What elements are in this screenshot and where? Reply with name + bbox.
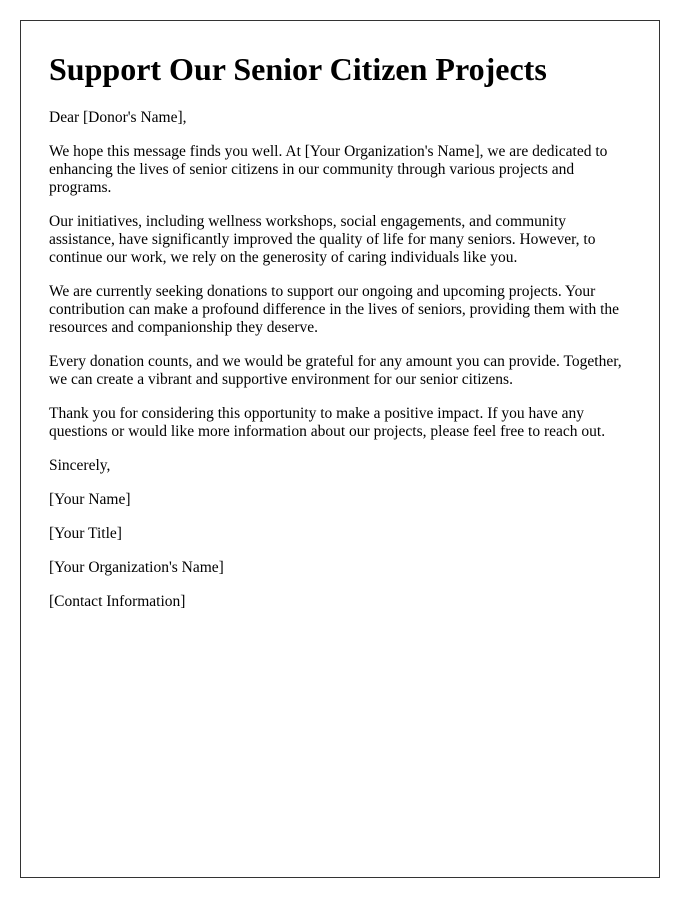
signature-title: [Your Title] [49,525,122,542]
letter-content [49,51,634,627]
signature-organization: [Your Organization's Name] [49,559,224,576]
paragraph-initiatives: Our initiatives, including wellness workshops, social engagements, and community assistance, have significantly improved the quality of life for many seniors. However, to continue our work, we rely on the generosity of caring individuals like you. [49,213,596,266]
letter-page [20,20,660,878]
paragraph-thank-you: Thank you for considering this opportunity to make a positive impact. If you have any questions or would like more information about our projects, please feel free to reach out. [49,405,606,440]
paragraph-donations: We are currently seeking donations to support our ongoing and upcoming projects. Your contribution can make a profound difference in the lives of seniors, providing them with the resources and companionship they deserve. [49,283,620,336]
paragraph-every-donation: Every donation counts, and we would be grateful for any amount you can provide. Together, we can create a vibrant and supportive environment for our senior citizens. [49,353,622,388]
signature-contact: [Contact Information] [49,593,186,610]
paragraph-intro: We hope this message finds you well. At [Your Organization's Name], we are dedicated to enhancing the lives of senior citizens in our community through various projects and programs. [49,143,608,196]
letter-title: Support Our Senior Citizen Projects [49,51,547,87]
salutation: Dear [Donor's Name], [49,109,187,126]
signature-name: [Your Name] [49,491,131,508]
closing: Sincerely, [49,457,111,474]
